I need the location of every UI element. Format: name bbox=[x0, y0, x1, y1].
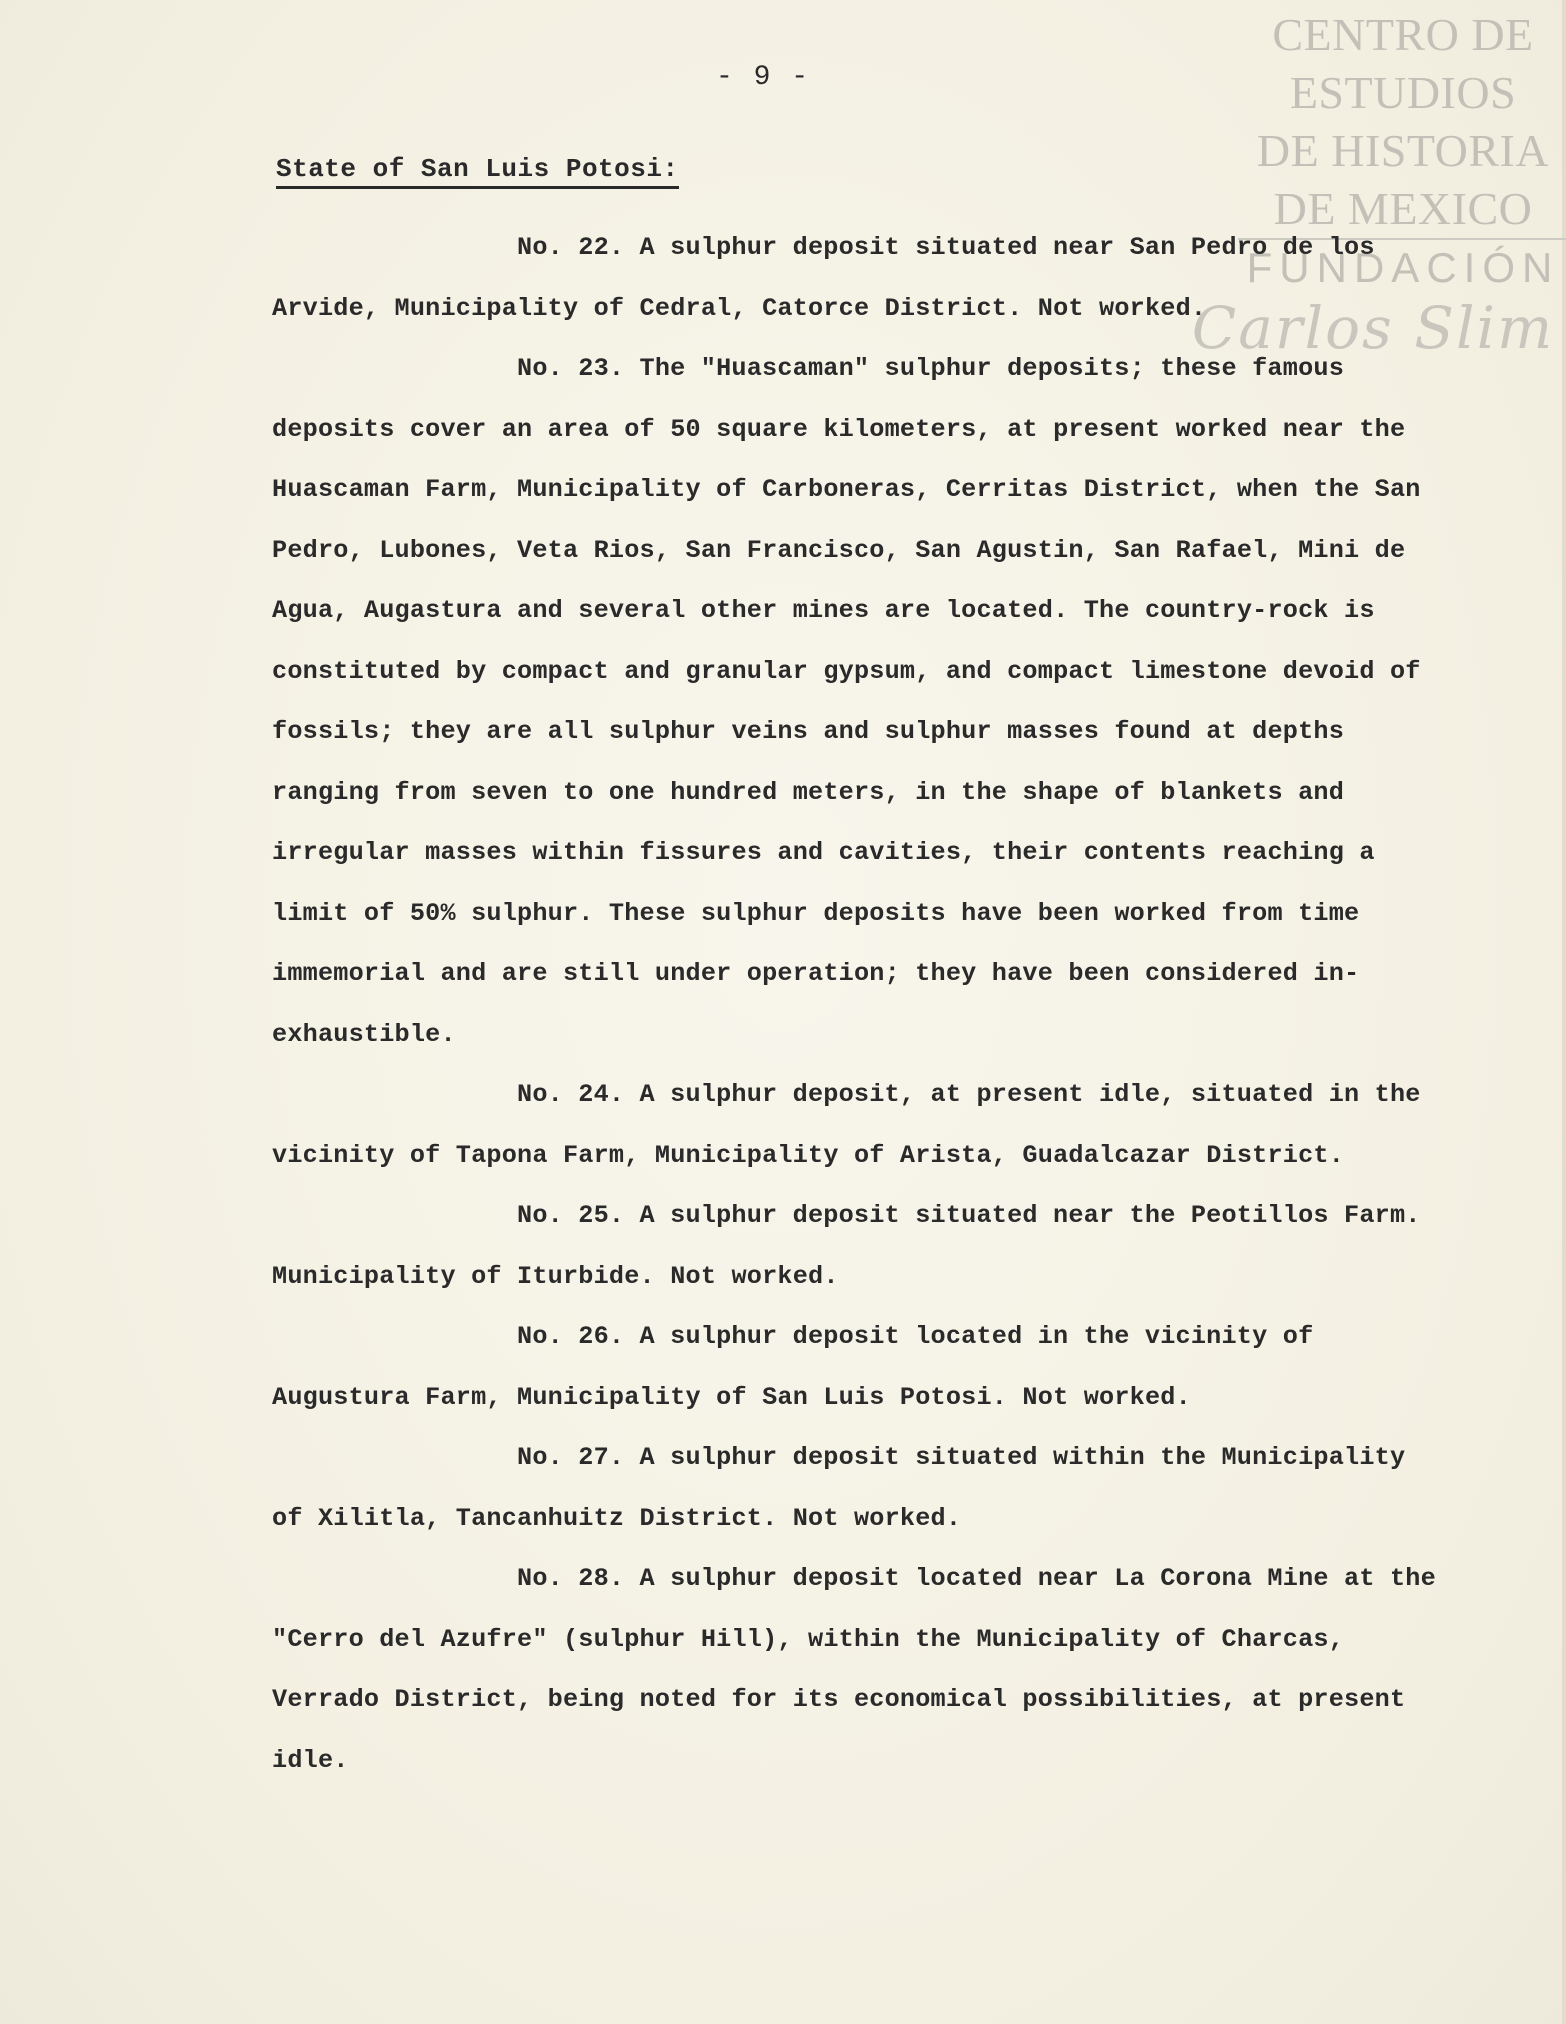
watermark-fundacion: FUNDACIÓN bbox=[1246, 244, 1560, 291]
watermark-signature: Carlos Slim bbox=[1191, 294, 1555, 362]
watermark-line: DE MEXICO bbox=[1273, 183, 1533, 234]
section-heading: State of San Luis Potosi: bbox=[276, 154, 679, 189]
entry-paragraph: No. 28. A sulphur deposit located near La Corona Mine at the "Cerro del Azufre" (sulphur Hill), within the Municipality of Charcas, Verrado District, being noted for its economical possibilities, at present idle. bbox=[272, 1564, 1436, 1775]
entry-paragraph: No. 24. A sulphur deposit, at present idle, situated in the vicinity of Tapona Farm, Municipality of Arista, Guadalcazar District. bbox=[272, 1080, 1421, 1170]
watermark-line: ESTUDIOS bbox=[1289, 67, 1517, 118]
entry-paragraph: No. 23. The "Huascaman" sulphur deposits; these famous deposits cover an area of 50 square kilometers, at present worked near the Huascaman Farm, Municipality of Carboneras, Cerritas District, when the San Pedro, Lubones, Veta Rios, San Francisco, San Agustin, San Rafael, Mini de Agua, Augastura and several other mines are located. The country-rock is constituted by compact and granular gypsum, and compact limestone devoid of fossils; they are all sulphur veins and sulphur masses found at depths ranging from seven to one hundred meters, in the shape of blankets and irregular masses within fissures and cavities, their contents reaching a limit of 50% sulphur. These sulphur deposits have been worked from time immemorial and are still under operation; they have been considered in-exhaustible. bbox=[272, 354, 1421, 1049]
entry-paragraph: No. 27. A sulphur deposit situated within the Municipality of Xilitla, Tancanhuitz District. Not worked. bbox=[272, 1443, 1406, 1533]
entry-paragraph: No. 22. A sulphur deposit situated near San Pedro de los Arvide, Municipality of Cedral, Catorce District. Not worked. bbox=[272, 233, 1375, 323]
document-body bbox=[272, 218, 1440, 1791]
watermark-line: DE HISTORIA bbox=[1256, 125, 1550, 176]
page-number: - 9 - bbox=[715, 62, 810, 93]
entry-paragraph: No. 26. A sulphur deposit located in the vicinity of Augustura Farm, Municipality of San Luis Potosi. Not worked. bbox=[272, 1322, 1314, 1412]
entry-paragraph: No. 25. A sulphur deposit situated near the Peotillos Farm. Municipality of Iturbide. Not worked. bbox=[272, 1201, 1421, 1291]
watermark-line: CENTRO DE bbox=[1272, 9, 1534, 60]
